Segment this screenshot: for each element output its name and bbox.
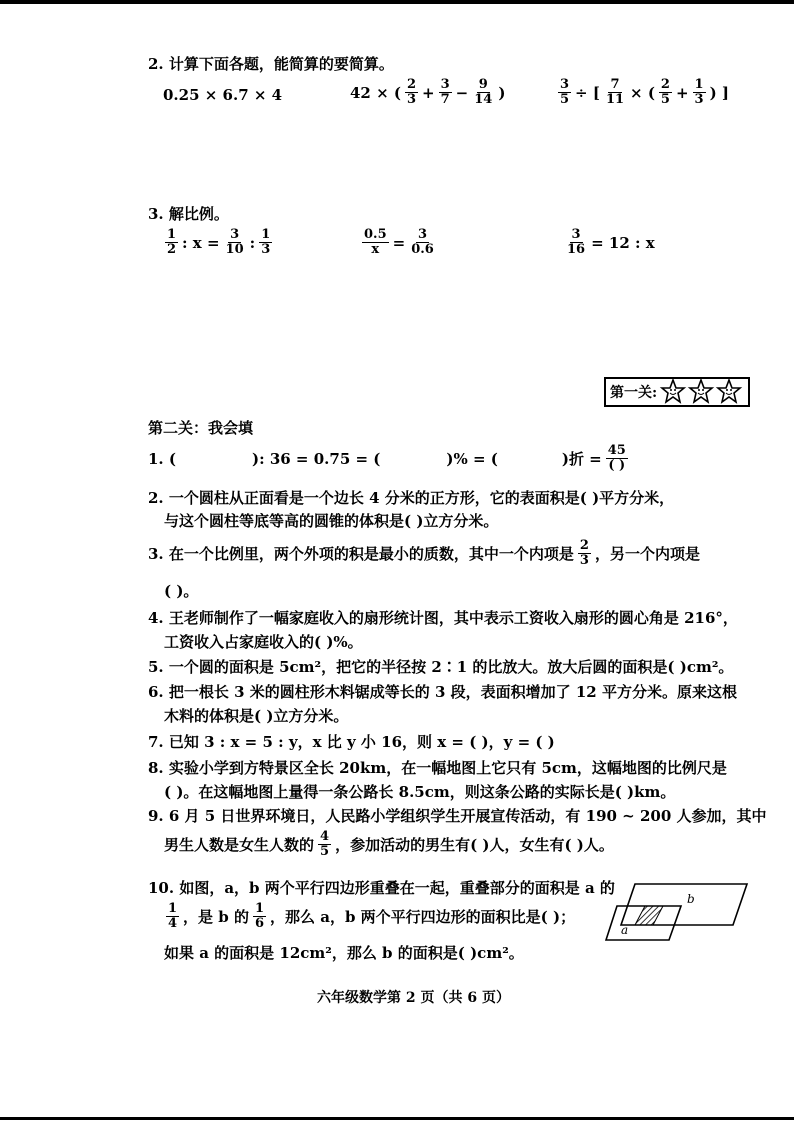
- calc-expr-3: $\frac{3}{5}$ ÷ [ $\frac{7}{11}$ × ( $\frac{2}{5}$ + $\frac{1}{3}$ ) ]: [560, 77, 730, 107]
- smiling-star-icon: [718, 380, 740, 402]
- figure-label-a: a: [621, 923, 629, 937]
- question-4-line-2: 工资收入占家庭收入的( )%。: [164, 633, 363, 651]
- q10-frac-2: $\frac{1}{6}$: [254, 901, 265, 931]
- question-1: 1. ( ): 36 = 0.75 = ( )% = ( )折 = $\frac{45}{( )}$: [148, 443, 626, 473]
- figure-label-b: b: [687, 892, 695, 906]
- q3-frac: $\frac{2}{3}$: [579, 538, 589, 568]
- question-6-line-2: 木料的体积是( )立方分米。: [164, 707, 349, 725]
- page-bottom-border: [0, 1117, 794, 1120]
- question-8-line-1: 8. 实验小学到方特景区全长 20km，在一幅地图上它只有 5cm，这幅地图的比例尺是: [148, 759, 727, 777]
- expr2-frac-2: $\frac{3}{7}$: [440, 77, 450, 107]
- question-5: 5. 一个圆的面积是 5cm²，把它的半径按 2∶1 的比放大。放大后圆的面积是( )cm²。: [148, 658, 734, 676]
- question-10-line-1: 10. 如图，a，b 两个平行四边形重叠在一起，重叠部分的面积是 a 的: [148, 879, 615, 897]
- p1-frac-1: $\frac{1}{2}$: [167, 227, 177, 257]
- calc-expr-1-text: 0.25 × 6.7 × 4: [163, 86, 283, 104]
- p3-frac-1: $\frac{3}{16}$: [567, 227, 586, 257]
- expr2-frac-1: $\frac{2}{3}$: [406, 77, 417, 107]
- q9-frac: $\frac{4}{5}$: [320, 829, 330, 859]
- question-7: 7. 已知 3 : x = 5 : y，x 比 y 小 16，则 x = ( )，y = ( ): [148, 733, 555, 751]
- page-footer: 六年级数学第 2 页（共 6 页）: [317, 990, 510, 1006]
- question-8-line-2: ( )。在这幅地图上量得一条公路长 8.5cm，则这条公路的实际长是( )km。: [164, 783, 676, 801]
- level-badge: [604, 377, 750, 407]
- proportion-3: $\frac{3}{16}$ = 12 : x: [567, 227, 655, 257]
- parallelogram-figure: [605, 880, 755, 945]
- section3-heading: 3. 解比例。: [148, 205, 229, 223]
- page-top-border: [0, 0, 794, 4]
- question-9-line-1: 9. 6 月 5 日世界环境日，人民路小学组织学生开展宣传活动，有 190 ~ 200 人参加，其中: [148, 807, 767, 825]
- proportion-2: $\frac{0.5}{x}$ = $\frac{3}{0.6}$: [364, 227, 434, 257]
- overlap-region: [635, 906, 663, 925]
- question-9-line-2: 男生人数是女生人数的 $\frac{4}{5}$ ，参加活动的男生有( )人，女生有( )人。: [164, 829, 614, 859]
- smiling-star-icon: [662, 380, 684, 402]
- question-3-line-1: 3. 在一个比例里，两个外项的积是最小的质数，其中一个内项是 $\frac{2}{3}$ ，另一个内项是: [148, 538, 700, 568]
- section2-heading: 2. 计算下面各题，能简算的要简算。: [148, 55, 394, 73]
- question-10-line-2: $\frac{1}{4}$ ，是 b 的 $\frac{1}{6}$ ，那么 a，b 两个平行四边形的面积比是( )；: [168, 901, 576, 931]
- q1-frac: $\frac{45}{( )}$: [607, 443, 626, 473]
- expr3-frac-3: $\frac{2}{5}$: [660, 77, 670, 107]
- smiling-star-icon: [690, 380, 712, 402]
- expr2-lead: 42 × (: [350, 83, 401, 102]
- question-3-line-2: ( )。: [164, 582, 199, 600]
- p1-frac-3: $\frac{1}{3}$: [261, 227, 271, 257]
- p1-frac-2: $\frac{3}{10}$: [225, 227, 244, 257]
- level-badge-label: 第一关:: [610, 385, 658, 401]
- proportion-1: $\frac{1}{2}$ : x = $\frac{3}{10}$ : $\frac{1}{3}$: [167, 227, 271, 257]
- question-2-line-2: 与这个圆柱等底等高的圆锥的体积是( )立方分米。: [164, 512, 499, 530]
- question-10-line-3: 如果 a 的面积是 12cm²，那么 b 的面积是( )cm²。: [164, 944, 524, 962]
- calc-expr-1: [163, 86, 282, 104]
- expr3-frac-2: $\frac{7}{11}$: [605, 77, 625, 107]
- q10-frac-1: $\frac{1}{4}$: [168, 901, 178, 931]
- expr3-frac-4: $\frac{1}{3}$: [694, 77, 704, 107]
- p2-frac-2: $\frac{3}{0.6}$: [411, 227, 434, 257]
- question-2-line-1: 2. 一个圆柱从正面看是一个边长 4 分米的正方形，它的表面积是( )平方分米，: [148, 489, 675, 507]
- question-4-line-1: 4. 王老师制作了一幅家庭收入的扇形统计图，其中表示工资收入扇形的圆心角是 216°，: [148, 609, 738, 627]
- part2-heading: 第二关：我会填: [148, 419, 254, 437]
- question-6-line-1: 6. 把一根长 3 米的圆柱形木料锯成等长的 3 段，表面积增加了 12 平方分米。原来这根: [148, 683, 737, 701]
- calc-expr-2: 42 × ( $\frac{2}{3}$ + $\frac{3}{7}$ − $\frac{9}{14}$ ): [350, 77, 506, 107]
- expr3-frac-1: $\frac{3}{5}$: [560, 77, 570, 107]
- p2-frac-1: $\frac{0.5}{x}$: [364, 227, 387, 257]
- star-rating-icons: [657, 379, 747, 405]
- expr2-frac-3: $\frac{9}{14}$: [474, 77, 493, 107]
